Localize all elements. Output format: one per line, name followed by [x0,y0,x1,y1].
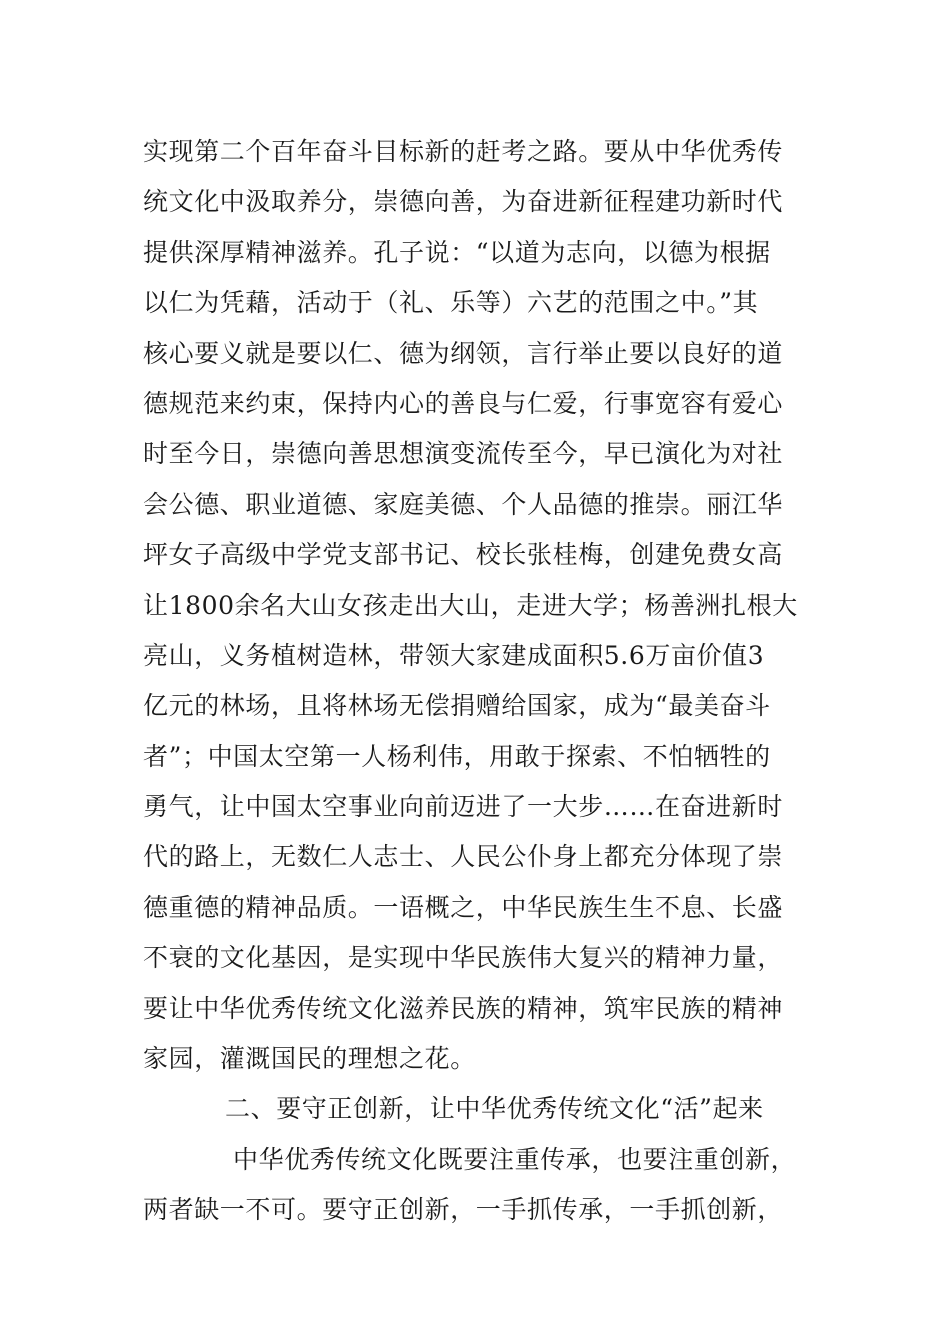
text-line: 代的路上，无数仁人志士、人民公仆身上都充分体现了崇 [143,842,784,872]
text-line: 亿元的林场，且将林场无偿捐赠给国家，成为“最美奋斗 [143,691,771,721]
text-line: 两者缺一不可。要守正创新，一手抓传承，一手抓创新， [143,1195,784,1225]
text-line: 实现第二个百年奋斗目标新的赶考之路。要从中华优秀传 [143,137,784,166]
text-line: 要让中华优秀传统文化滋养民族的精神，筑牢民族的精神 [143,993,784,1023]
text-line: 者”；中国太空第一人杨利伟，用敢于探索、不怕牺牲的 [143,741,771,771]
text-line: 坪女子高级中学党支部书记、校长张桂梅，创建免费女高 [143,540,784,570]
section-heading: 二、要守正创新，让中华优秀传统文化“活”起来 [225,1094,764,1124]
body-text [143,127,823,1236]
text-line: 不衰的文化基因，是实现中华民族伟大复兴的精神力量， [143,943,784,973]
text-line: 统文化中汲取养分，崇德向善，为奋进新征程建功新时代 [143,187,784,217]
text-line: 核心要义就是要以仁、德为纲领，言行举止要以良好的道 [143,338,784,368]
text-line: 中华优秀传统文化既要注重传承，也要注重创新， [233,1144,797,1174]
text-line: 家园，灌溉国民的理想之花。 [143,1044,476,1074]
text-line: 亮山，义务植树造林，带领大家建成面积5.6万亩价值3 [143,640,765,670]
text-line: 让1800余名大山女孩走出大山，走进大学；杨善洲扎根大 [143,590,798,620]
text-line: 以仁为凭藉，活动于（礼、乐等）六艺的范围之中。”其 [143,288,759,318]
text-line: 会公德、职业道德、家庭美德、个人品德的推崇。丽江华 [143,489,784,519]
text-line: 时至今日，崇德向善思想演变流传至今，早已演化为对社 [143,439,784,469]
text-line: 德重德的精神品质。一语概之，中华民族生生不息、长盛 [143,892,784,922]
text-line: 德规范来约束，保持内心的善良与仁爱，行事宽容有爱心 [143,388,784,418]
text-line: 提供深厚精神滋养。孔子说：“以道为志向，以德为根据 [143,237,771,267]
text-line: 勇气，让中国太空事业向前迈进了一大步……在奋进新时 [143,792,784,822]
